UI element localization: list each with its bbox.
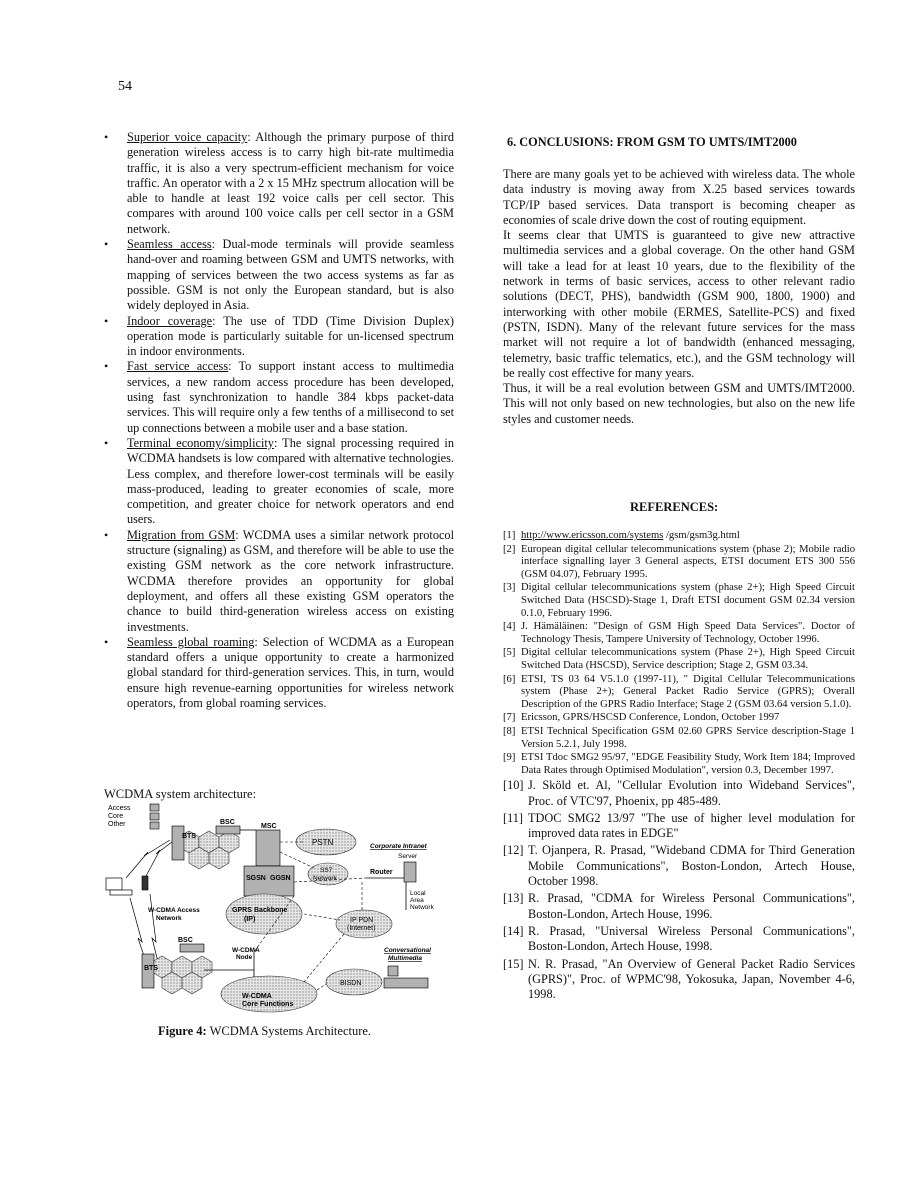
- conclusions-paragraph: Thus, it will be a real evolution between GSM and UMTS/IMT2000. This will not only based on new technologies, but also on the new life styles and customer needs.: [503, 381, 855, 426]
- legend-access-swatch: [150, 804, 159, 811]
- reference-item: [503, 752, 855, 777]
- laptop-base-icon: [110, 890, 132, 895]
- reference-link[interactable]: http://www.ericsson.com/systems: [521, 530, 664, 541]
- bts-top-tower: [172, 826, 184, 860]
- section-title: 6. CONCLUSIONS: FROM GSM TO UMTS/IMT2000: [507, 135, 797, 149]
- left-column: [104, 130, 454, 711]
- reference-item: [503, 924, 855, 955]
- bullet-title: Indoor coverage: [127, 313, 213, 328]
- conversational-label: Conversational: [384, 947, 431, 954]
- bsc-bottom-box: [180, 944, 204, 952]
- reference-text: ETSI, TS 03 64 V5.1.0 (1997-11), " Digital Cellular Telecommunications system (Phase 2+); General Packet Radio Service (GPRS); Overall Description of the GPRS Radio Interface; Stage 2 (GSM 03.64 version 5.1.0).: [521, 673, 855, 710]
- reference-text: Digital cellular telecommunications system (Phase 2+), High Speed Circuit Switched Data (HSCSD), Service description; Stage 2, GSM 03.34.: [521, 647, 855, 671]
- reference-tag: [5]: [503, 647, 516, 659]
- wcdma-access-network-label: Network: [156, 915, 182, 922]
- wcdma-architecture-diagram: [104, 802, 454, 1017]
- figure-caption: [158, 1024, 371, 1039]
- bullet-dot-icon: •: [104, 359, 109, 374]
- bullet-item: [104, 130, 454, 237]
- wcdma-access-label: W-CDMA Access: [148, 907, 200, 914]
- ss7-network-label: Network: [313, 875, 337, 882]
- bullet-title: Migration from GSM: [127, 527, 236, 542]
- reference-text: J. Sköld et. Al, "Cellular Evolution into Wideband Services", Proc. of VTC'97, Phoenix, pp 485-489.: [528, 778, 855, 808]
- reference-item: [503, 674, 855, 712]
- bullet-item: [104, 528, 454, 635]
- legend-core-swatch: [150, 813, 159, 820]
- bullet-item: [104, 359, 454, 435]
- reference-item: [503, 843, 855, 889]
- bsc-bottom-label: BSC: [178, 937, 193, 944]
- ip-pdn-cloud: [336, 910, 392, 938]
- reference-item: [503, 891, 855, 922]
- bts-bottom-label: BTS: [144, 965, 158, 972]
- radio-links: [126, 840, 172, 962]
- backbone-label: Backbone: [254, 907, 288, 914]
- ss7-label: SS7: [320, 867, 333, 874]
- legend-core: Core: [108, 813, 124, 820]
- reference-tag: [13]: [503, 891, 524, 906]
- legend-other-swatch: [150, 822, 159, 829]
- gprs-label: GPRS: [232, 907, 252, 914]
- reference-item: [503, 621, 855, 646]
- bullet-title: Seamless access: [127, 237, 212, 252]
- reference-item: [503, 957, 855, 1003]
- bullet-text: : Dual-mode terminals will provide seamless hand-over and roaming between GSM and UMTS networks, with mapping of services between the two access systems as far as possible. GSM is not only the European standard, but is also widely deployed in Asia.: [127, 237, 454, 313]
- reference-text: /gsm/gsm3g.html: [663, 530, 740, 541]
- bullet-item: [104, 436, 454, 528]
- references-title: REFERENCES:: [630, 500, 719, 514]
- reference-tag: [9]: [503, 752, 516, 764]
- lan-network-label: Network: [410, 904, 434, 911]
- bullet-item: [104, 635, 454, 711]
- reference-text: European digital cellular telecommunications system (phase 2); Mobile radio interface signalling layer 3 General aspects, ETSI document ETS 300 556 (GSM 04.07), February 1995.: [521, 543, 855, 580]
- bullet-title: Superior voice capacity: [127, 130, 248, 144]
- bottom-cell-cluster: [152, 956, 212, 994]
- reference-item: [503, 582, 855, 620]
- mobile-phone-icon: [142, 876, 148, 890]
- reference-tag: [3]: [503, 582, 516, 594]
- reference-item: [503, 712, 855, 725]
- conclusions-paragraph: It seems clear that UMTS is guaranteed to give new attractive multimedia services and a global coverage. On the other hand GSM will take a lead for at least 10 years, due to the flexibility of the network in terms of basic services, access to other relevant radio solutions (DECT, PHS), bandwidth (GSM 900, 1800, 1900) and interworking with other mobile (ERMES, Satellite-PCS) and fixed (PSTN, ISDN). Many of the relevant future services for the mass market will not require a lot of bandwidth (enhanced messaging, telemetry, basic traffic telematics, etc.), and the GSM technology will be really cost effective for many years.: [503, 228, 855, 380]
- legend-other: Other: [108, 821, 126, 828]
- bullet-item: [104, 314, 454, 360]
- reference-tag: [4]: [503, 621, 516, 633]
- bullet-dot-icon: •: [104, 435, 109, 450]
- figure-caption-label: Figure 4:: [158, 1024, 207, 1038]
- bisdn-label: BISDN: [340, 980, 362, 987]
- router-label: Router: [370, 869, 393, 876]
- feature-bullet-list: [104, 130, 454, 711]
- internet-label: (Internet): [347, 925, 376, 932]
- reference-item: [503, 778, 855, 809]
- bullet-text: : The signal processing required in WCDMA handsets is low compared with alternative technologies. Less complex, and therefore lower-cost terminals will be easily mass-produced, leading to greater economies of scale, more competition, and greater choice for network operators and end users.: [127, 435, 454, 527]
- bullet-title: Seamless global roaming: [127, 634, 255, 649]
- core-wcdma-label: W-CDMA: [242, 993, 272, 1000]
- reference-text: ETSI Technical Specification GSM 02.60 GPRS Service description-Stage 1 Version 5.2.1, July 1998.: [521, 725, 855, 750]
- reference-item: [503, 726, 855, 751]
- bullet-text: : WCDMA uses a similar network protocol structure (signaling) as GSM, and therefore will be able to use the existing GSM network as the core network infrastructure. WCDMA therefore provides an opportunity for global deployment, and offers all these existing GSM operators the chance to build third-generation wireless access on existing investments.: [127, 527, 454, 634]
- bullet-text: : The use of TDD (Time Division Duplex) operation mode is particularly suitable for un-licensed spectrum in indoor environments.: [127, 313, 454, 359]
- reference-tag: [2]: [503, 543, 516, 555]
- bullet-text: : Although the primary purpose of third generation wireless access is to carry high bit-rate multimedia traffic, it is also a very spectrum-efficient mechanism for voice traffic. An operator with a 2 x 15 MHz spectrum allocation will be able to handle at least 192 voice calls per cell sector. This compares with around 100 voice calls per cell sector in a GSM network.: [127, 130, 454, 236]
- bullet-title: Fast service access: [127, 359, 229, 374]
- wcdma-node-label: W-CDMA: [232, 947, 260, 954]
- ip-pdn-label: IP PDN: [350, 917, 374, 924]
- reference-tag: [11]: [503, 810, 524, 825]
- ip-label: (IP): [244, 916, 256, 923]
- reference-list: [503, 530, 855, 1004]
- bullet-dot-icon: •: [104, 527, 109, 542]
- multimedia-bank-icon: [384, 978, 428, 988]
- bullet-dot-icon: •: [104, 313, 109, 328]
- reference-text: Digital cellular telecommunications system (phase 2+); High Speed Circuit Switched Data (HSCSD)-Stage 1, Draft ETSI document GSM 02.34 version 0.1.0, February 1996.: [521, 582, 855, 619]
- pstn-label: PSTN: [312, 838, 334, 847]
- bsc-top-box: [216, 826, 240, 834]
- ggsn-label: GGSN: [270, 875, 291, 882]
- legend-access: Access: [108, 805, 131, 812]
- bullet-dot-icon: •: [104, 130, 109, 144]
- msc-label: MSC: [261, 823, 277, 830]
- conclusions-paragraph: There are many goals yet to be achieved with wireless data. The whole data industry is moving away from X.25 based services towards TCP/IP based services. Data transport is becoming cheaper as economies of scale drive down the cost of routing equipment.: [503, 167, 855, 227]
- reference-tag: [15]: [503, 956, 524, 971]
- page-number: 54: [118, 79, 132, 94]
- figure-intro: WCDMA system architecture:: [104, 787, 257, 801]
- gprs-backbone-cloud: [226, 894, 302, 934]
- multimedia-label: Multimedia: [388, 955, 422, 962]
- conclusions-body: [503, 167, 855, 427]
- lan-local-label: Local: [410, 890, 426, 897]
- lan-area-label: Area: [410, 897, 424, 904]
- corporate-intranet-label: Corporate Intranet: [370, 843, 427, 850]
- figure-caption-text: WCDMA Systems Architecture.: [206, 1024, 372, 1038]
- reference-text: R. Prasad, "CDMA for Wireless Personal Communications", Boston-London, Artech House, 1996.: [528, 891, 855, 921]
- msc-box: [256, 830, 280, 866]
- reference-text: ETSI Tdoc SMG2 95/97, "EDGE Feasibility Study, Work Item 184; Improved Data Rates through Optimised Modulation", version 0.3, December 1997.: [521, 752, 855, 776]
- laptop-icon: [106, 878, 122, 890]
- reference-item: [503, 647, 855, 672]
- reference-tag: [7]: [503, 712, 516, 724]
- bullet-title: Terminal economy/simplicity: [127, 435, 274, 450]
- reference-tag: [1]: [503, 530, 516, 541]
- sgsn-label: SGSN: [246, 875, 266, 882]
- reference-tag: [8]: [503, 725, 516, 737]
- bullet-item: [104, 237, 454, 313]
- bts-top-label: BTS: [182, 833, 196, 840]
- server-box: [404, 862, 416, 882]
- reference-text: J. Hämäläinen: "Design of GSM High Speed Data Services". Doctor of Technology Thesis, Tampere University of Technology, October 1996.: [521, 621, 855, 645]
- reference-text: T. Ojanpera, R. Prasad, "Wideband CDMA for Third Generation Mobile Communications", Boston-London, Artech House, October 1998.: [528, 843, 855, 889]
- core-functions-label: Core Functions: [242, 1001, 294, 1008]
- multimedia-terminal-icon: [388, 966, 398, 976]
- bullet-dot-icon: •: [104, 237, 109, 252]
- reference-text: R. Prasad, "Universal Wireless Personal Communications", Boston-London, Artech House, 1998.: [528, 923, 855, 954]
- bullet-dot-icon: •: [104, 634, 109, 649]
- bullet-text: : To support instant access to multimedia services, a new random access procedure has been developed, using fast synchronization to handle 384 kbps packet-data services. This will require only a few tenths of a millisecond to set up connections between a mobile user and a base station.: [127, 359, 454, 435]
- reference-tag: [12]: [503, 843, 524, 858]
- reference-tag: [14]: [503, 923, 524, 938]
- bullet-text: : Selection of WCDMA as a European standard offers a unique opportunity to create a harmonized global standard for third-generation services. This, in turn, would ensure high revenue-earning opportunities for wireless network operators, from global roaming services.: [127, 634, 454, 710]
- reference-text: N. R. Prasad, "An Overview of General Packet Radio Services (GPRS)", Proc. of WPMC'98, Yokosuka, Japan, November 4-6, 1998.: [528, 956, 855, 1002]
- node-label: Node: [236, 954, 253, 961]
- reference-text: TDOC SMG2 13/97 "The use of higher level modulation for improved data rates in EDGE": [528, 810, 855, 841]
- reference-item: [503, 811, 855, 842]
- reference-tag: [6]: [503, 673, 516, 685]
- bsc-top-label: BSC: [220, 819, 235, 826]
- reference-item: [503, 544, 855, 582]
- reference-text: Ericsson, GPRS/HSCSD Conference, London, October 1997: [521, 712, 780, 724]
- reference-tag: [10]: [503, 778, 524, 793]
- server-label: Server: [398, 853, 418, 860]
- reference-item: [503, 530, 855, 543]
